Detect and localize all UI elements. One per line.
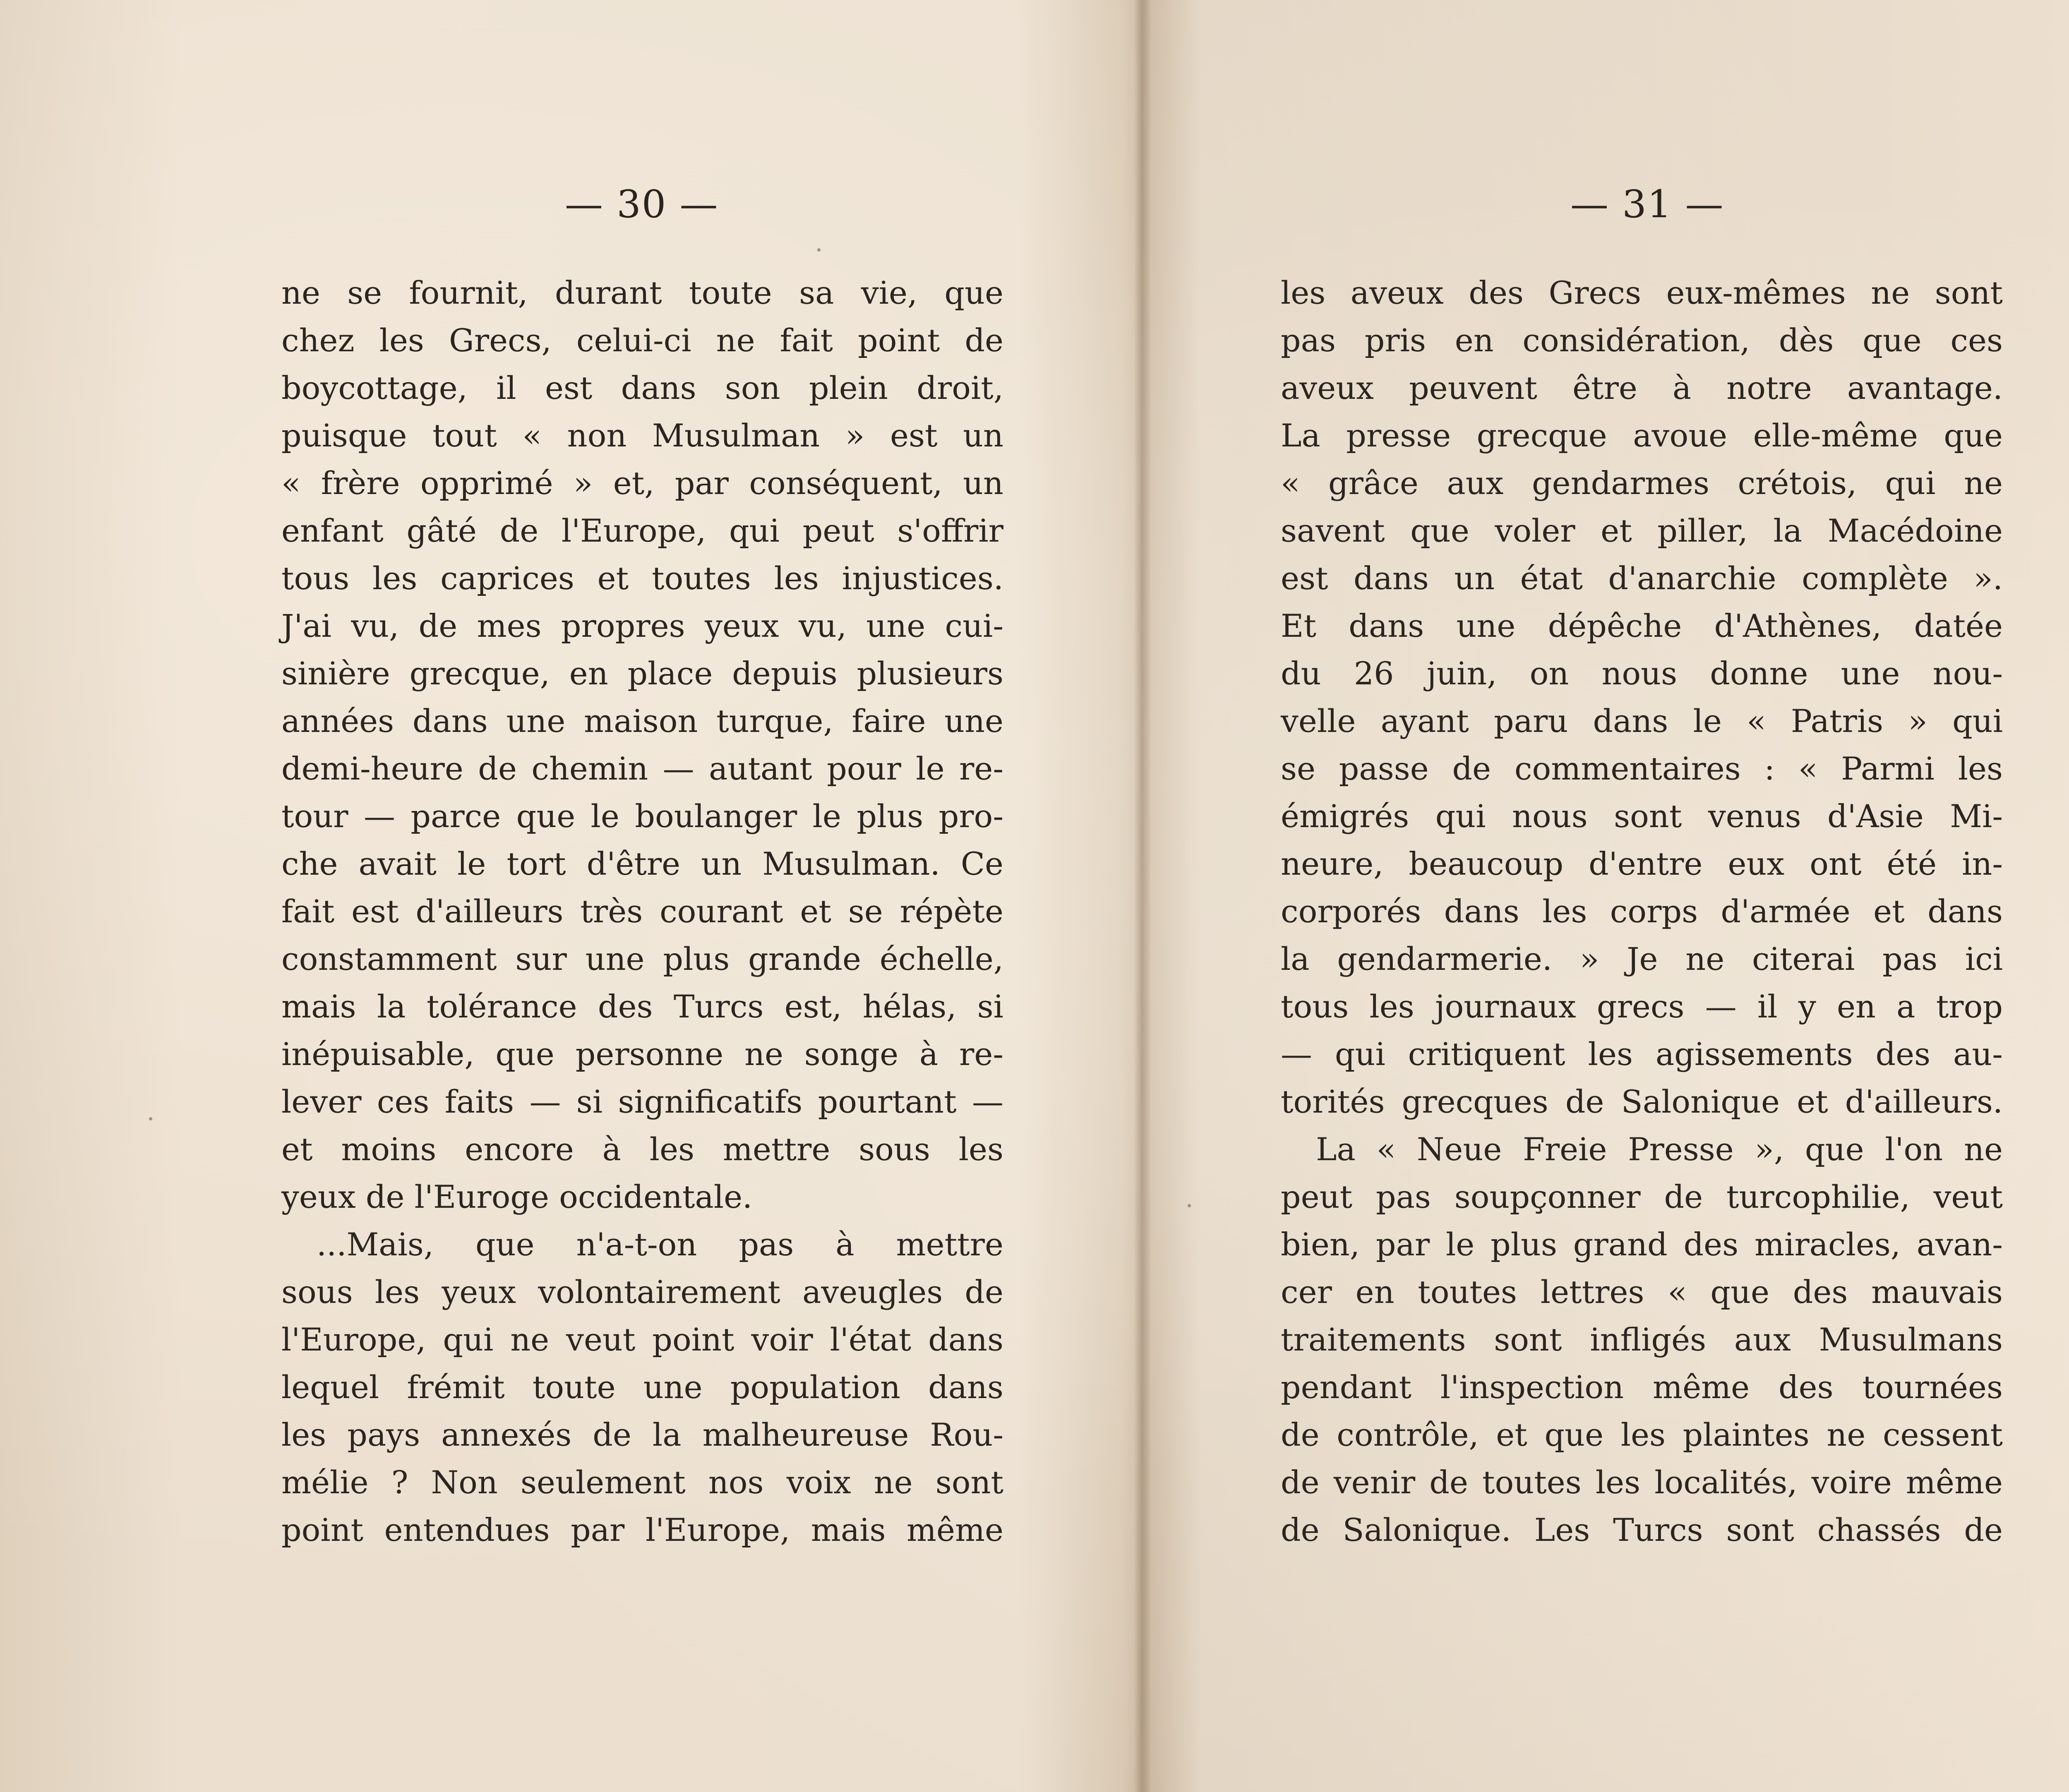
text-line: se passe de commentaires : « Parmi les xyxy=(1281,750,2003,787)
text-line: de contrôle, et que les plaintes ne cessent xyxy=(1281,1416,2003,1453)
paper-speck xyxy=(817,248,821,252)
text-line: est dans un état d'anarchie complète ». xyxy=(1281,560,2003,597)
text-line: che avait le tort d'être un Musulman. Ce xyxy=(281,845,1003,882)
text-line: sinière grecque, en place depuis plusieurs xyxy=(281,655,1003,692)
text-line: de Salonique. Les Turcs sont chassés de xyxy=(1281,1511,2003,1548)
text-line: cer en toutes lettres « que des mauvais xyxy=(1281,1274,2003,1310)
text-line: de venir de toutes les localités, voire même xyxy=(1281,1464,2003,1501)
text-line: années dans une maison turque, faire une xyxy=(281,703,1003,739)
text-line: bien, par le plus grand des miracles, avan- xyxy=(1281,1226,2003,1263)
text-line: fait est d'ailleurs très courant et se répète xyxy=(281,893,1003,930)
text-line: corporés dans les corps d'armée et dans xyxy=(1281,893,2003,930)
text-line: aveux peuvent être à notre avantage. xyxy=(1281,369,2003,406)
text-line: du 26 juin, on nous donne une nou- xyxy=(1281,655,2003,692)
text-line: La presse grecque avoue elle-même que xyxy=(1281,417,2003,454)
right-page-number: — 31 — xyxy=(1570,182,1724,226)
text-line: yeux de l'Euroge occidentale. xyxy=(281,1178,753,1215)
text-line: tous les caprices et toutes les injustices. xyxy=(281,560,1003,597)
text-line: sous les yeux volontairement aveugles de xyxy=(281,1274,1003,1310)
right-page xyxy=(1142,0,2069,1792)
text-line: pas pris en considération, dès que ces xyxy=(1281,322,2003,359)
text-line: Et dans une dépêche d'Athènes, datée xyxy=(1281,607,2003,644)
left-page-number: — 30 — xyxy=(565,182,719,226)
text-line: les aveux des Grecs eux-mêmes ne sont xyxy=(1281,274,2003,311)
text-line: les pays annexés de la malheureuse Rou- xyxy=(281,1416,1003,1453)
text-line: neure, beaucoup d'entre eux ont été in- xyxy=(1281,845,2003,882)
text-line: — qui critiquent les agissements des au- xyxy=(1281,1036,2003,1072)
text-line: tous les journaux grecs — il y en a trop xyxy=(1281,988,2003,1025)
text-line: l'Europe, qui ne veut point voir l'état dans xyxy=(281,1321,1003,1358)
text-line: « grâce aux gendarmes crétois, qui ne xyxy=(1281,465,2003,501)
text-line: J'ai vu, de mes propres yeux vu, une cui- xyxy=(281,607,1003,644)
text-line: inépuisable, que personne ne songe à re- xyxy=(281,1036,1003,1072)
paper-speck xyxy=(1188,1204,1191,1207)
text-line: pendant l'inspection même des tournées xyxy=(1281,1369,2003,1406)
text-line: « frère opprimé » et, par conséquent, un xyxy=(281,465,1003,501)
right-page-text xyxy=(1281,269,2003,1554)
text-line: La « Neue Freie Presse », que l'on ne xyxy=(1316,1131,2003,1168)
text-line: tour — parce que le boulanger le plus pro- xyxy=(281,798,1003,835)
paper-speck xyxy=(149,1117,152,1120)
text-line: torités grecques de Salonique et d'ailleurs. xyxy=(1281,1083,2003,1120)
text-line: peut pas soupçonner de turcophilie, veut xyxy=(1281,1178,2003,1215)
text-line: ne se fournit, durant toute sa vie, que xyxy=(281,274,1003,311)
text-line: chez les Grecs, celui-ci ne fait point de xyxy=(281,322,1003,359)
text-line: savent que voler et piller, la Macédoine xyxy=(1281,512,2003,549)
text-line: ...Mais, que n'a-t-on pas à mettre xyxy=(317,1226,1003,1263)
text-line: et moins encore à les mettre sous les xyxy=(281,1131,1003,1168)
text-line: boycottage, il est dans son plein droit, xyxy=(281,369,1003,406)
text-line: lequel frémit toute une population dans xyxy=(281,1369,1003,1406)
text-line: constamment sur une plus grande échelle, xyxy=(281,940,1003,977)
text-line: enfant gâté de l'Europe, qui peut s'offrir xyxy=(281,512,1003,549)
text-line: émigrés qui nous sont venus d'Asie Mi- xyxy=(1281,798,2003,835)
text-line: lever ces faits — si significatifs pourtant — xyxy=(281,1083,1003,1120)
text-line: puisque tout « non Musulman » est un xyxy=(281,417,1003,454)
text-line: traitements sont infligés aux Musulmans xyxy=(1281,1321,2003,1358)
text-line: velle ayant paru dans le « Patris » qui xyxy=(1281,703,2003,739)
left-page-text xyxy=(281,269,1003,1554)
text-line: mais la tolérance des Turcs est, hélas, si xyxy=(281,988,1003,1025)
text-line: point entendues par l'Europe, mais même xyxy=(281,1511,1003,1548)
text-line: mélie ? Non seulement nos voix ne sont xyxy=(281,1464,1003,1501)
text-line: demi-heure de chemin — autant pour le re- xyxy=(281,750,1003,787)
text-line: la gendarmerie. » Je ne citerai pas ici xyxy=(1281,940,2003,977)
